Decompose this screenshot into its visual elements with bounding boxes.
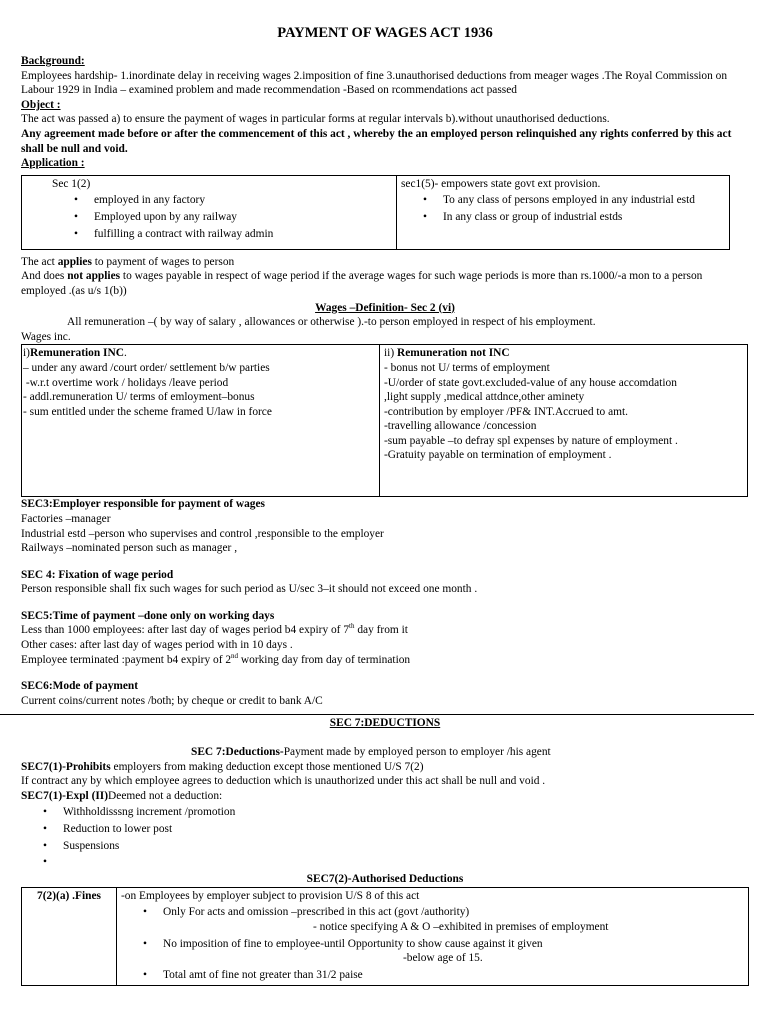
application-right-cell	[397, 175, 730, 249]
list-item: -U/order of state govt.excluded-value of any house accomdation	[384, 376, 677, 389]
application-section	[21, 156, 749, 250]
sec7-definition: SEC 7:Deductions-Payment made by employed person to employer /his agent	[191, 746, 551, 759]
remuneration-inc-title: i)Remuneration INC.	[23, 347, 127, 360]
list-item: Industrial estd –person who supervises and control ,responsible to the employer	[21, 527, 384, 540]
fines-content	[117, 887, 749, 986]
list-item: -w.r.t overtime work / holidays /leave period	[23, 376, 229, 389]
list-item: Railways –nominated person such as manager ,	[21, 542, 238, 555]
wages-definition-section	[21, 301, 749, 498]
sec5-line-1: Less than 1000 employees: after last day of wages period b4 expiry of 7th day from it	[21, 622, 408, 637]
list-item	[21, 855, 749, 869]
fines-list	[121, 905, 744, 982]
list-item: -contribution by employer /PF& INT.Accrued to amt.	[384, 405, 629, 418]
not-applies-line: And does not applies to wages payable in respect of wage period if the average wages for such wage periods is more than rs.1000/-a mon to a person employed .(as u/s 1(b))	[21, 270, 703, 297]
sec-1-2-title: Sec 1(2)	[52, 177, 91, 190]
background-heading: Background:	[21, 55, 85, 67]
list-item: • Only For acts and omission –prescribed in this act (govt /authority) - notice specifying A & O –exhibited in premises of employment	[121, 905, 744, 934]
list-item: -Gratuity payable on termination of employment .	[384, 449, 612, 462]
list-item: • Total amt of fine not greater than 31/2 paise	[121, 968, 744, 983]
page-title: PAYMENT OF WAGES ACT 1936	[277, 25, 493, 41]
application-left-list	[52, 193, 392, 241]
remuneration-not-inc-title: ii) Remuneration not INC	[384, 347, 510, 360]
list-item: • fulfilling a contract with railway admin	[52, 227, 392, 242]
fines-table	[21, 887, 749, 987]
list-item: • Employed upon by any railway	[52, 210, 392, 225]
document-page	[21, 0, 749, 986]
wages-inc-label: Wages inc.	[21, 330, 71, 343]
sec4-heading: SEC 4: Fixation of wage period	[21, 568, 174, 581]
remuneration-table	[21, 344, 748, 497]
wages-definition-heading: Wages –Definition- Sec 2 (vi)	[315, 301, 455, 314]
application-heading: Application :	[21, 157, 85, 170]
fines-intro: -on Employees by employer subject to provision U/S 8 of this act	[121, 889, 420, 902]
list-item: -sum payable –to defray spl expenses by nature of employment .	[384, 434, 678, 447]
application-right-list	[401, 193, 725, 224]
sec7-contract: If contract any by which employee agrees to deduction which is unauthorized under this act shall be null and void .	[21, 775, 546, 788]
wages-definition-text: All remuneration –( by way of salary , allowances or otherwise ).-to person employed in respect of his employment.	[67, 316, 596, 329]
sec7-not-deduction-list	[21, 805, 749, 869]
list-item: -travelling allowance /concession	[384, 420, 537, 433]
background-section	[21, 54, 749, 98]
sec3-heading: SEC3:Employer responsible for payment of wages	[21, 498, 265, 511]
sec7-explanation: SEC7(1)-Expl (II)Deemed not a deduction:	[21, 789, 223, 802]
list-item: – under any award /court order/ settlement b/w parties	[23, 361, 270, 374]
list-item: • No imposition of fine to employee-until Opportunity to show cause against it given -below age of 15.	[121, 937, 744, 966]
object-section	[21, 98, 749, 156]
object-heading: Object :	[21, 98, 61, 111]
sec3-section	[21, 497, 749, 555]
list-item: • Reduction to lower post	[21, 822, 749, 837]
sec5-line-3: Employee terminated :payment b4 expiry of 2nd working day from day of termination	[21, 651, 411, 666]
background-text: Employees hardship- 1.inordinate delay in receiving wages 2.imposition of fine 3.unauthorised deductions from meager wages .The Royal Commission on Labour 1929 in India – examined problem and made recommendation -Based on rcommendations act passed	[21, 69, 728, 97]
list-item: • To any class of persons employed in any industrial estd	[401, 193, 725, 208]
sec5-section	[21, 609, 749, 667]
application-table	[21, 175, 730, 250]
list-item: - bonus not U/ terms of employment	[384, 361, 550, 374]
sec7-heading: SEC 7:DEDUCTIONS	[329, 717, 441, 730]
list-item: - addl.remuneration U/ terms of emloyment–bonus	[23, 391, 255, 404]
remuneration-inc-cell	[22, 345, 380, 497]
list-item: • Withholdisssng increment /promotion	[21, 805, 749, 820]
horizontal-divider	[0, 714, 754, 715]
authorised-deductions-heading: SEC7(2)-Authorised Deductions	[306, 873, 464, 886]
sec4-section	[21, 568, 749, 597]
list-item: • Suspensions	[21, 839, 749, 854]
sec7-section	[21, 716, 749, 986]
applies-line: The act applies to payment of wages to person	[21, 255, 235, 268]
sec4-text: Person responsible shall fix such wages for such period as U/sec 3–it should not exceed one month .	[21, 583, 478, 596]
sec-1-5-title: sec1(5)- empowers state govt ext provision.	[401, 177, 601, 190]
sec5-line-2: Other cases: after last day of wages period with in 10 days .	[21, 639, 293, 652]
sec6-section	[21, 679, 749, 708]
object-text: The act was passed a) to ensure the payment of wages in particular forms at regular intervals b).without unauthorised deductions.	[21, 113, 610, 126]
list-item: • employed in any factory	[52, 193, 392, 208]
sec5-heading: SEC5:Time of payment –done only on working days	[21, 609, 275, 622]
fines-label: 7(2)(a) .Fines	[22, 887, 117, 986]
application-left-cell	[22, 175, 397, 249]
sec6-text: Current coins/current notes /both; by cheque or credit to bank A/C	[21, 694, 323, 707]
applies-section	[21, 255, 749, 299]
sec7-prohibits: SEC7(1)-Prohibits employers from making deduction except those mentioned U/S 7(2)	[21, 760, 424, 773]
list-item: - sum entitled under the scheme framed U/law in force	[23, 405, 272, 418]
list-item: Factories –manager	[21, 512, 111, 525]
object-bold-text: Any agreement made before or after the commencement of this act , whereby the an employed person relinquished any rights conferred by this act shall be null and void.	[21, 127, 732, 155]
list-item: • In any class or group of industrial estds	[401, 210, 725, 225]
sec6-heading: SEC6:Mode of payment	[21, 680, 139, 693]
remuneration-not-inc-cell	[380, 345, 748, 497]
list-item: ,light supply ,medical attdnce,other aminety	[384, 391, 585, 404]
